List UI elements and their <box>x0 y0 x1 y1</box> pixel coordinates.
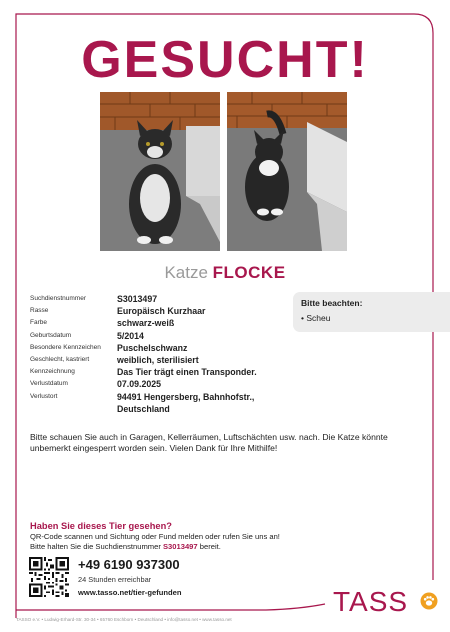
details-row-kennzeichnung <box>30 366 290 378</box>
details-label: Verlustort <box>30 392 58 400</box>
details-label: Rasse <box>30 307 49 315</box>
details-label: Farbe <box>30 319 47 327</box>
footer-address: TASSO e.V. • Ludwig-Erhard-Str. 30-34 • 65760 Eschborn • Deutschland • info@tasso.net • www.tasso.net <box>16 617 232 622</box>
details-value: weiblich, sterilisiert <box>117 355 199 366</box>
call-to-action <box>30 521 430 551</box>
qr-code[interactable] <box>29 557 69 597</box>
details-value: 07.09.2025 <box>117 379 162 390</box>
details-label: Verlustdatum <box>30 380 68 388</box>
details-value: Das Tier trägt einen Transponder. <box>117 367 257 378</box>
details-row-geschlecht <box>30 354 290 366</box>
details-label: Kennzeichnung <box>30 368 75 376</box>
note-title: Bitte beachten: <box>301 298 363 308</box>
details-value: schwarz-weiß <box>117 318 175 329</box>
search-message: Bitte schauen Sie auch in Garagen, Kellerräumen, Luftschächten usw. nach. Die Katze könnte unbemerkt eingesperrt worden sein. Vielen Dank für Ihre Mithilfe! <box>30 432 388 453</box>
cat-photo-2 <box>227 92 347 251</box>
headline-gesucht: GESUCHT! <box>81 31 369 89</box>
report-url-link[interactable]: www.tasso.net/tier-gefunden <box>78 588 182 597</box>
note-box <box>293 292 450 332</box>
animal-title <box>0 263 450 283</box>
details-label: Suchdienstnummer <box>30 295 86 302</box>
note-item: • Scheu <box>301 313 331 323</box>
details-label: Besondere Kennzeichen <box>30 343 101 351</box>
details-value: Puschelschwanz <box>117 342 188 353</box>
details-table <box>30 293 290 415</box>
cta-line-2-suffix: bereit. <box>199 541 221 551</box>
animal-kind: Katze <box>164 263 208 282</box>
hotline-phone[interactable]: +49 6190 937300 <box>78 557 180 572</box>
details-row-farbe <box>30 317 290 329</box>
details-value: 5/2014 <box>117 330 144 341</box>
details-value: 94491 Hengersberg, Bahnhofstr., Deutschland <box>117 391 255 414</box>
cta-question: Haben Sie dieses Tier gesehen? <box>30 521 172 531</box>
details-row-verlustort <box>30 391 290 415</box>
details-row-verlustdatum <box>30 378 290 390</box>
details-value: S3013497 <box>117 294 158 304</box>
cta-search-number: S3013497 <box>162 541 198 551</box>
details-row-kennzeichen <box>30 342 290 354</box>
details-label: Geburtsdatum <box>30 331 72 339</box>
details-row-rasse <box>30 305 290 317</box>
details-row-geburtsdatum <box>30 330 290 342</box>
animal-name: FLOCKE <box>212 263 286 282</box>
hotline-hours: 24 Stunden erreichbar <box>78 575 152 584</box>
cta-line-2 <box>30 542 430 552</box>
details-row-suchdienstnummer <box>30 293 290 305</box>
cta-line-1: QR-Code scannen und Sichtung oder Fund melden oder rufen Sie uns an! <box>30 532 280 541</box>
tasso-logo: TASS <box>333 586 409 617</box>
details-value: Europäisch Kurzhaar <box>117 306 206 317</box>
details-label: Geschlecht, kastriert <box>30 356 90 364</box>
cta-line-2-prefix: Bitte halten Sie die Suchdienstnummer <box>30 541 161 551</box>
paw-icon <box>420 592 438 610</box>
cat-photo-1 <box>100 92 220 251</box>
